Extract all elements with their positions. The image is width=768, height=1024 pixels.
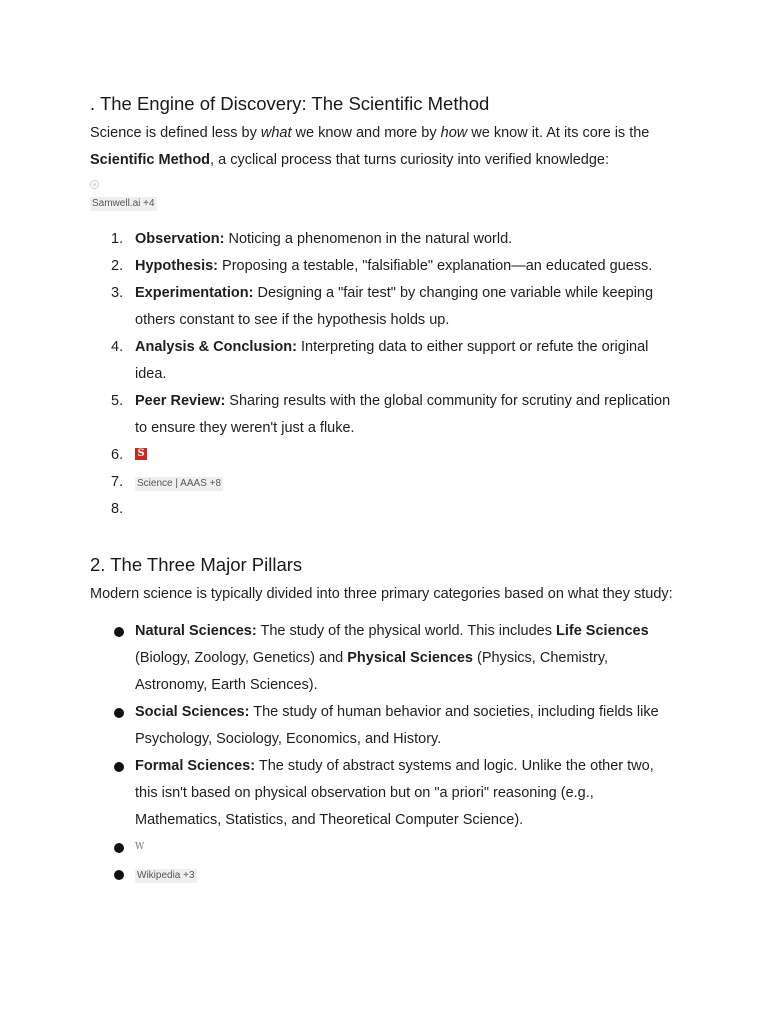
step-number: 3. [111,285,124,301]
step-item [90,280,680,334]
source-chip-row [90,194,680,214]
step-title: Observation: [135,231,225,247]
bullet-dot-icon [114,708,124,718]
pillar-item-social [90,699,680,753]
pillar-text: (Physics, Chemistry, Astronomy, Earth Sciences). [135,650,609,693]
step-number: 8. [111,501,124,517]
pillar-item-source [90,861,680,888]
section-heading-pillars: 2. The Three Major Pillars [90,554,303,575]
intro-text: , a cyclical process that turns curiosity into verified knowledge: [210,152,609,168]
scientific-method-steps [90,226,680,523]
step-title: Peer Review: [135,393,226,409]
document-page [90,90,680,888]
pillar-item-formal [90,753,680,834]
step-text: Noticing a phenomenon in the natural world. [224,231,513,247]
step-item [90,388,680,442]
pillar-text: The study of abstract systems and logic. Unlike the other two, this isn't based on physical observation but on "a priori" reasoning (e.g., Mathematics, Statistics, and Theoretical Computer Science). [135,758,654,828]
step-item-empty [90,496,680,523]
section-intro-pillars: Modern science is typically divided into three primary categories based on what they study: [90,586,673,602]
pillar-text: (Biology, Zoology, Genetics) and [135,650,348,666]
step-number: 2. [111,258,124,274]
step-number: 6. [111,447,124,463]
source-chip-science-aaas[interactable]: Science | AAAS +8 [137,478,222,489]
intro-text: we know it. At its core is the [467,125,650,141]
pillars-list [90,618,680,888]
intro-italic-how: how [440,125,468,141]
science-s-icon[interactable]: S [135,448,147,460]
pillar-item-wikipedia-icon [90,834,680,861]
pillar-title: Formal Sciences: [135,758,256,774]
step-number: 7. [111,474,124,490]
step-item [90,334,680,388]
step-title: Hypothesis: [135,258,218,274]
source-chip-wikipedia[interactable]: Wikipedia +3 [137,870,195,882]
bullet-dot-icon [114,843,124,853]
bullet-dot-icon [114,627,124,637]
bullet-dot-icon [114,762,124,772]
pillar-title: Natural Sciences: [135,623,257,639]
section-intro-scientific-method [90,120,680,174]
pillar-text: The study of the physical world. This includes [256,623,556,639]
step-number: 4. [111,339,124,355]
pillar-bold-term: Physical Sciences [347,650,473,666]
step-number: 1. [111,231,124,247]
section-heading-scientific-method: . The Engine of Discovery: The Scientific Method [90,93,490,114]
step-title: Analysis & Conclusion: [135,339,297,355]
wikipedia-w-icon[interactable]: W [135,842,145,852]
step-title: Experimentation: [135,285,254,301]
step-item [90,226,680,253]
step-text: Sharing results with the global community for scrutiny and replication to ensure they weren't just a fluke. [135,393,671,436]
pillar-title: Social Sciences: [135,704,250,720]
step-number: 5. [111,393,124,409]
intro-text: we know and more by [291,125,441,141]
section-pillars [90,551,680,888]
step-text: Proposing a testable, "falsifiable" explanation—an educated guess. [218,258,653,274]
step-text: Designing a "fair test" by changing one variable while keeping others constant to see if the hypothesis holds up. [135,285,654,328]
intro-bold-scientific-method: Scientific Method [90,152,211,168]
bullet-dot-icon [114,870,124,880]
intro-text: Science is defined less by [90,125,261,141]
source-chip-samwell[interactable]: Samwell.ai +4 [92,198,155,209]
step-text: Interpreting data to either support or refute the original idea. [135,339,649,382]
pillar-text: The study of human behavior and societies, including fields like Psychology, Sociology, Economics, and History. [135,704,659,747]
source-favicon-row [90,174,680,194]
samwell-favicon-icon [90,180,99,189]
step-item-icon [90,442,680,469]
pillar-item-natural [90,618,680,699]
pillar-bold-term: Life Sciences [556,623,649,639]
intro-italic-what: what [260,125,292,141]
step-item-source [90,469,680,496]
step-item [90,253,680,280]
